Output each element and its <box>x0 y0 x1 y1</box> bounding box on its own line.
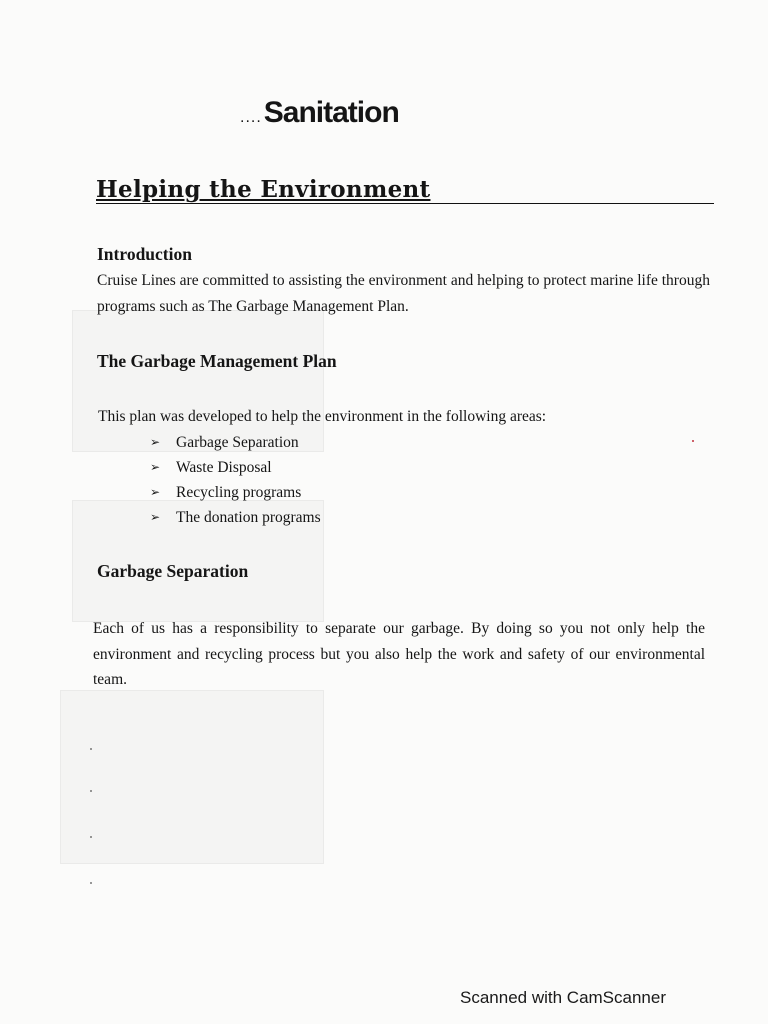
scan-speck <box>692 440 694 442</box>
page-title <box>240 96 399 130</box>
list-item-label: Recycling programs <box>176 484 302 501</box>
list-item <box>150 455 321 480</box>
list-item-label: Waste Disposal <box>176 459 272 476</box>
introduction-body: Cruise Lines are committed to assisting the environment and helping to protect marine life through programs such as The Garbage Management Plan. <box>97 272 710 315</box>
list-item <box>150 430 321 455</box>
list-item-label: Garbage Separation <box>176 434 299 451</box>
main-heading-text: Helping the Environment <box>96 176 431 203</box>
arrow-bullet-icon: ➢ <box>150 510 161 524</box>
scan-speck <box>90 836 92 838</box>
list-item <box>150 505 321 530</box>
introduction-heading: Introduction <box>97 244 192 264</box>
main-heading <box>96 176 714 204</box>
separation-body: Each of us has a responsibility to separate our garbage. By doing so you not only help the environment and recycling process but you also help the work and safety of our environmental team. <box>93 620 705 688</box>
scan-speck <box>90 790 92 792</box>
scanner-watermark: Scanned with CamScanner <box>460 988 667 1007</box>
title-dots: .... <box>240 109 262 126</box>
separation-heading: Garbage Separation <box>97 561 249 581</box>
title-text: Sanitation <box>263 96 399 129</box>
list-item <box>150 480 321 505</box>
bleed-through-image <box>60 690 324 864</box>
plan-area-list <box>150 430 321 530</box>
list-item-label: The donation programs <box>176 509 321 526</box>
arrow-bullet-icon: ➢ <box>150 435 161 449</box>
scan-speck <box>90 748 92 750</box>
arrow-bullet-icon: ➢ <box>150 460 161 474</box>
plan-heading: The Garbage Management Plan <box>97 351 337 371</box>
plan-lead: This plan was developed to help the environment in the following areas: <box>98 408 547 425</box>
scan-speck <box>90 882 92 884</box>
arrow-bullet-icon: ➢ <box>150 485 161 499</box>
